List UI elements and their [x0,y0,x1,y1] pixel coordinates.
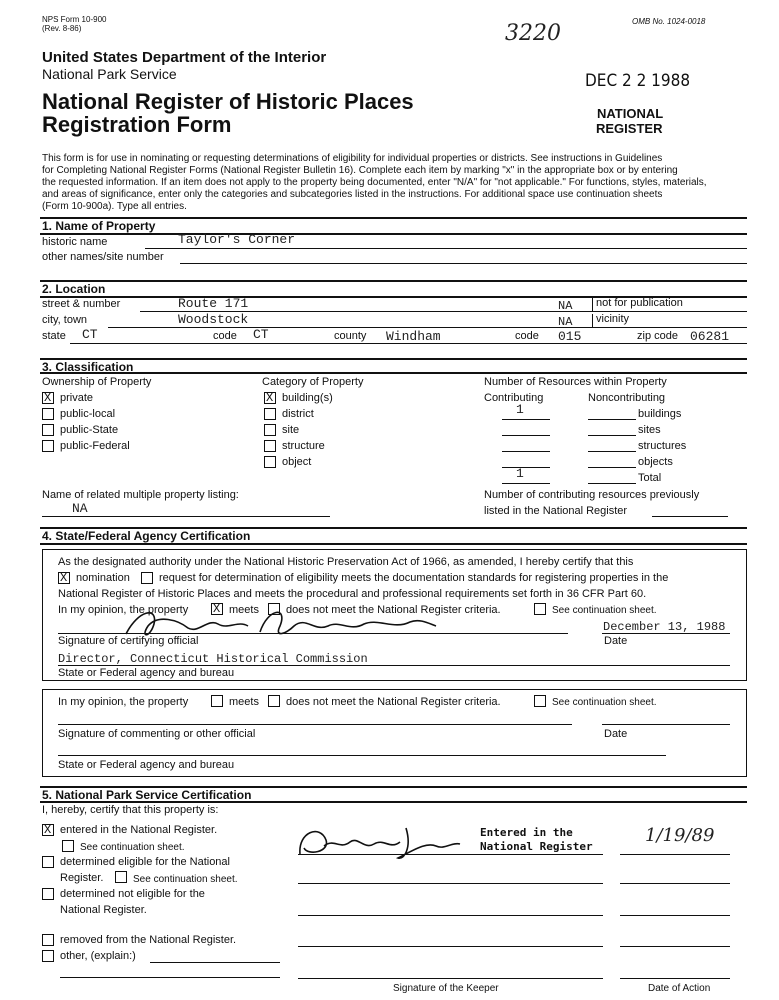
ownership-public-state-checkbox[interactable] [42,424,54,436]
form-number: NPS Form 10-900 [42,15,107,24]
section1-heading: 1. Name of Property [42,219,156,233]
does-not-meet2-checkbox[interactable] [268,695,280,707]
ownership-title: Ownership of Property [42,376,152,388]
zip-label: zip code [637,330,678,342]
nomination-label: nomination [76,572,130,584]
intro-line-1: This form is for use in nominating or requesting determinations of eligibility for individual properties or districts. See instructions in Guidelines [42,153,663,164]
section3-heading: 3. Classification [42,360,134,374]
other-names-label: other names/site number [42,251,164,263]
certifying-official-title-value[interactable]: Director, Connecticut Historical Commission [58,652,368,666]
opinion-label: In my opinion, the property [58,604,189,616]
received-stamp-date: DEC 2 2 1988 [585,71,691,91]
county-value[interactable]: Windham [386,329,441,344]
resources-title: Number of Resources within Property [484,376,667,388]
state-agency-label: State or Federal agency and bureau [58,667,235,679]
vicinity-value[interactable]: NA [558,315,573,329]
previously-listed-line2: listed in the National Register [484,505,628,517]
department-name: United States Department of the Interior [42,49,327,66]
category-district-checkbox[interactable] [264,408,276,420]
row-total-label: Total [638,472,662,484]
contributing-total-value[interactable]: 1 [516,466,524,481]
not-eligible-line2: National Register. [60,904,147,916]
entered-label: entered in the National Register. [60,824,218,836]
county-code-value[interactable]: 015 [558,329,582,344]
omb-number: OMB No. 1024-0018 [632,17,706,26]
cert-line3: National Register of Historic Places and meets the procedural and professional requirements set forth in 36 CFR Part 60. [58,588,647,600]
section2-heading: 2. Location [42,282,106,296]
does-not-meet2-label: does not meet the National Register criteria. [286,696,501,708]
row-sites-label: sites [638,424,661,436]
meets2-label: meets [229,696,259,708]
contributing-buildings-value[interactable]: 1 [516,402,524,417]
form-title-line1: National Register of Historic Places [42,89,414,114]
intro-line-4: and areas of significance, enter only the categories and subcategories listed in the instructions. For additional space use continuation sheets [42,189,663,200]
keeper-signature-label: Signature of the Keeper [393,983,499,994]
street-label: street & number [42,298,121,310]
other-label: other, (explain:) [60,950,136,962]
state-code-value[interactable]: CT [253,327,269,342]
see-continuation-label-2: See continuation sheet. [552,697,657,708]
request-checkbox[interactable] [141,572,153,584]
historic-name-label: historic name [42,236,108,248]
received-stamp-line1: NATIONAL [597,106,664,121]
category-title: Category of Property [262,376,364,388]
state-value[interactable]: CT [82,327,98,342]
meets-label: meets [229,604,259,616]
category-buildings-label: building(s) [282,392,333,404]
previously-listed-line1: Number of contributing resources previously [484,489,700,501]
category-structure-checkbox[interactable] [264,440,276,452]
not-for-publication-label: not for publication [596,297,683,309]
ownership-public-federal-checkbox[interactable] [42,440,54,452]
service-name: National Park Service [42,66,177,82]
eligible-continuation-label: See continuation sheet. [133,874,238,885]
ownership-private-label: private [60,392,94,404]
see-continuation-checkbox-2[interactable] [534,695,546,707]
county-code-label: code [515,330,539,342]
category-object-label: object [282,456,312,468]
entered-stamp-line1: Entered in the [480,826,573,839]
ownership-private-checkbox[interactable] [42,392,54,404]
row-structures-label: structures [638,440,687,452]
intro-line-3: the requested information. If an item does not apply to the property being documented, enter "N/A" for "not applicable." For functions, styles, materials, [42,177,707,188]
date-of-action-label: Date of Action [648,983,711,994]
certifying-signature-label: Signature of certifying official [58,635,199,647]
removed-checkbox[interactable] [42,934,54,946]
keeper-signature [294,820,464,864]
nomination-checkbox[interactable] [58,572,70,584]
opinion2-label: In my opinion, the property [58,696,189,708]
determined-eligible-line2: Register. [60,872,104,884]
row-buildings-label: buildings [638,408,682,420]
state-code-label: code [213,330,237,342]
state-label: state [42,330,66,342]
eligible-continuation-checkbox[interactable] [115,871,127,883]
see-continuation-label-1: See continuation sheet. [552,605,657,616]
form-title-line2: Registration Form [42,112,232,137]
commenting-date-label: Date [604,728,628,740]
request-label: request for determination of eligibility meets the documentation standards for registering properties in the [159,572,669,584]
section4-heading: 4. State/Federal Agency Certification [42,529,251,543]
entered-checkbox[interactable] [42,824,54,836]
determined-eligible-checkbox[interactable] [42,856,54,868]
category-buildings-checkbox[interactable] [264,392,276,404]
ownership-public-federal-label: public-Federal [60,440,130,452]
form-revision: (Rev. 8-86) [42,24,82,33]
zip-value[interactable]: 06281 [690,329,730,344]
nps-cert-intro: I, hereby, certify that this property is: [42,804,219,816]
intro-line-2: for Completing National Register Forms (National Register Bulletin 16). Complete each item by marking "x" in the appropriate box or by entering [42,165,678,176]
historic-name-value[interactable]: Taylor's Corner [178,232,296,247]
does-not-meet-label: does not meet the National Register criteria. [286,604,501,616]
ownership-public-state-label: public-State [60,424,119,436]
city-label: city, town [42,314,88,326]
other-checkbox[interactable] [42,950,54,962]
vicinity-label: vicinity [596,313,630,325]
category-site-label: site [282,424,300,436]
commenting-signature-label: Signature of commenting or other official [58,728,256,740]
entered-stamp-line2: National Register [480,840,593,853]
state-agency2-label: State or Federal agency and bureau [58,759,235,771]
multiple-listing-label: Name of related multiple property listing: [42,489,239,501]
entered-continuation-label: See continuation sheet. [80,842,185,853]
ownership-public-local-label: public-local [60,408,116,420]
category-district-label: district [282,408,314,420]
determined-eligible-line1: determined eligible for the National [60,856,230,868]
contributing-header: Contributing [484,392,544,404]
received-stamp-line2: REGISTER [596,121,663,136]
section5-heading: 5. National Park Service Certification [42,788,252,802]
entered-continuation-checkbox[interactable] [62,840,74,852]
noncontributing-header: Noncontributing [588,392,666,404]
not-for-publication-value[interactable]: NA [558,299,573,313]
category-object-checkbox[interactable] [264,456,276,468]
certification-date-label: Date [604,635,628,647]
city-value[interactable]: Woodstock [178,312,249,327]
see-continuation-checkbox-1[interactable] [534,603,546,615]
not-eligible-checkbox[interactable] [42,888,54,900]
street-value[interactable]: Route 171 [178,296,249,311]
not-eligible-line1: determined not eligible for the [60,888,205,900]
meets2-checkbox[interactable] [211,695,223,707]
multiple-listing-value[interactable]: NA [72,501,88,516]
certification-date-value[interactable]: December 13, 1988 [603,620,726,634]
category-structure-label: structure [282,440,325,452]
row-objects-label: objects [638,456,673,468]
county-label: county [334,330,367,342]
handwritten-reference-number: 3220 [505,21,561,46]
cert-line1: As the designated authority under the National Historic Preservation Act of 1966, as amended, I hereby certify that this [58,556,634,568]
date-of-action-handwritten: 1/19/89 [645,825,715,846]
category-site-checkbox[interactable] [264,424,276,436]
removed-label: removed from the National Register. [60,934,237,946]
intro-line-5: (Form 10-900a). Type all entries. [42,201,187,212]
ownership-public-local-checkbox[interactable] [42,408,54,420]
